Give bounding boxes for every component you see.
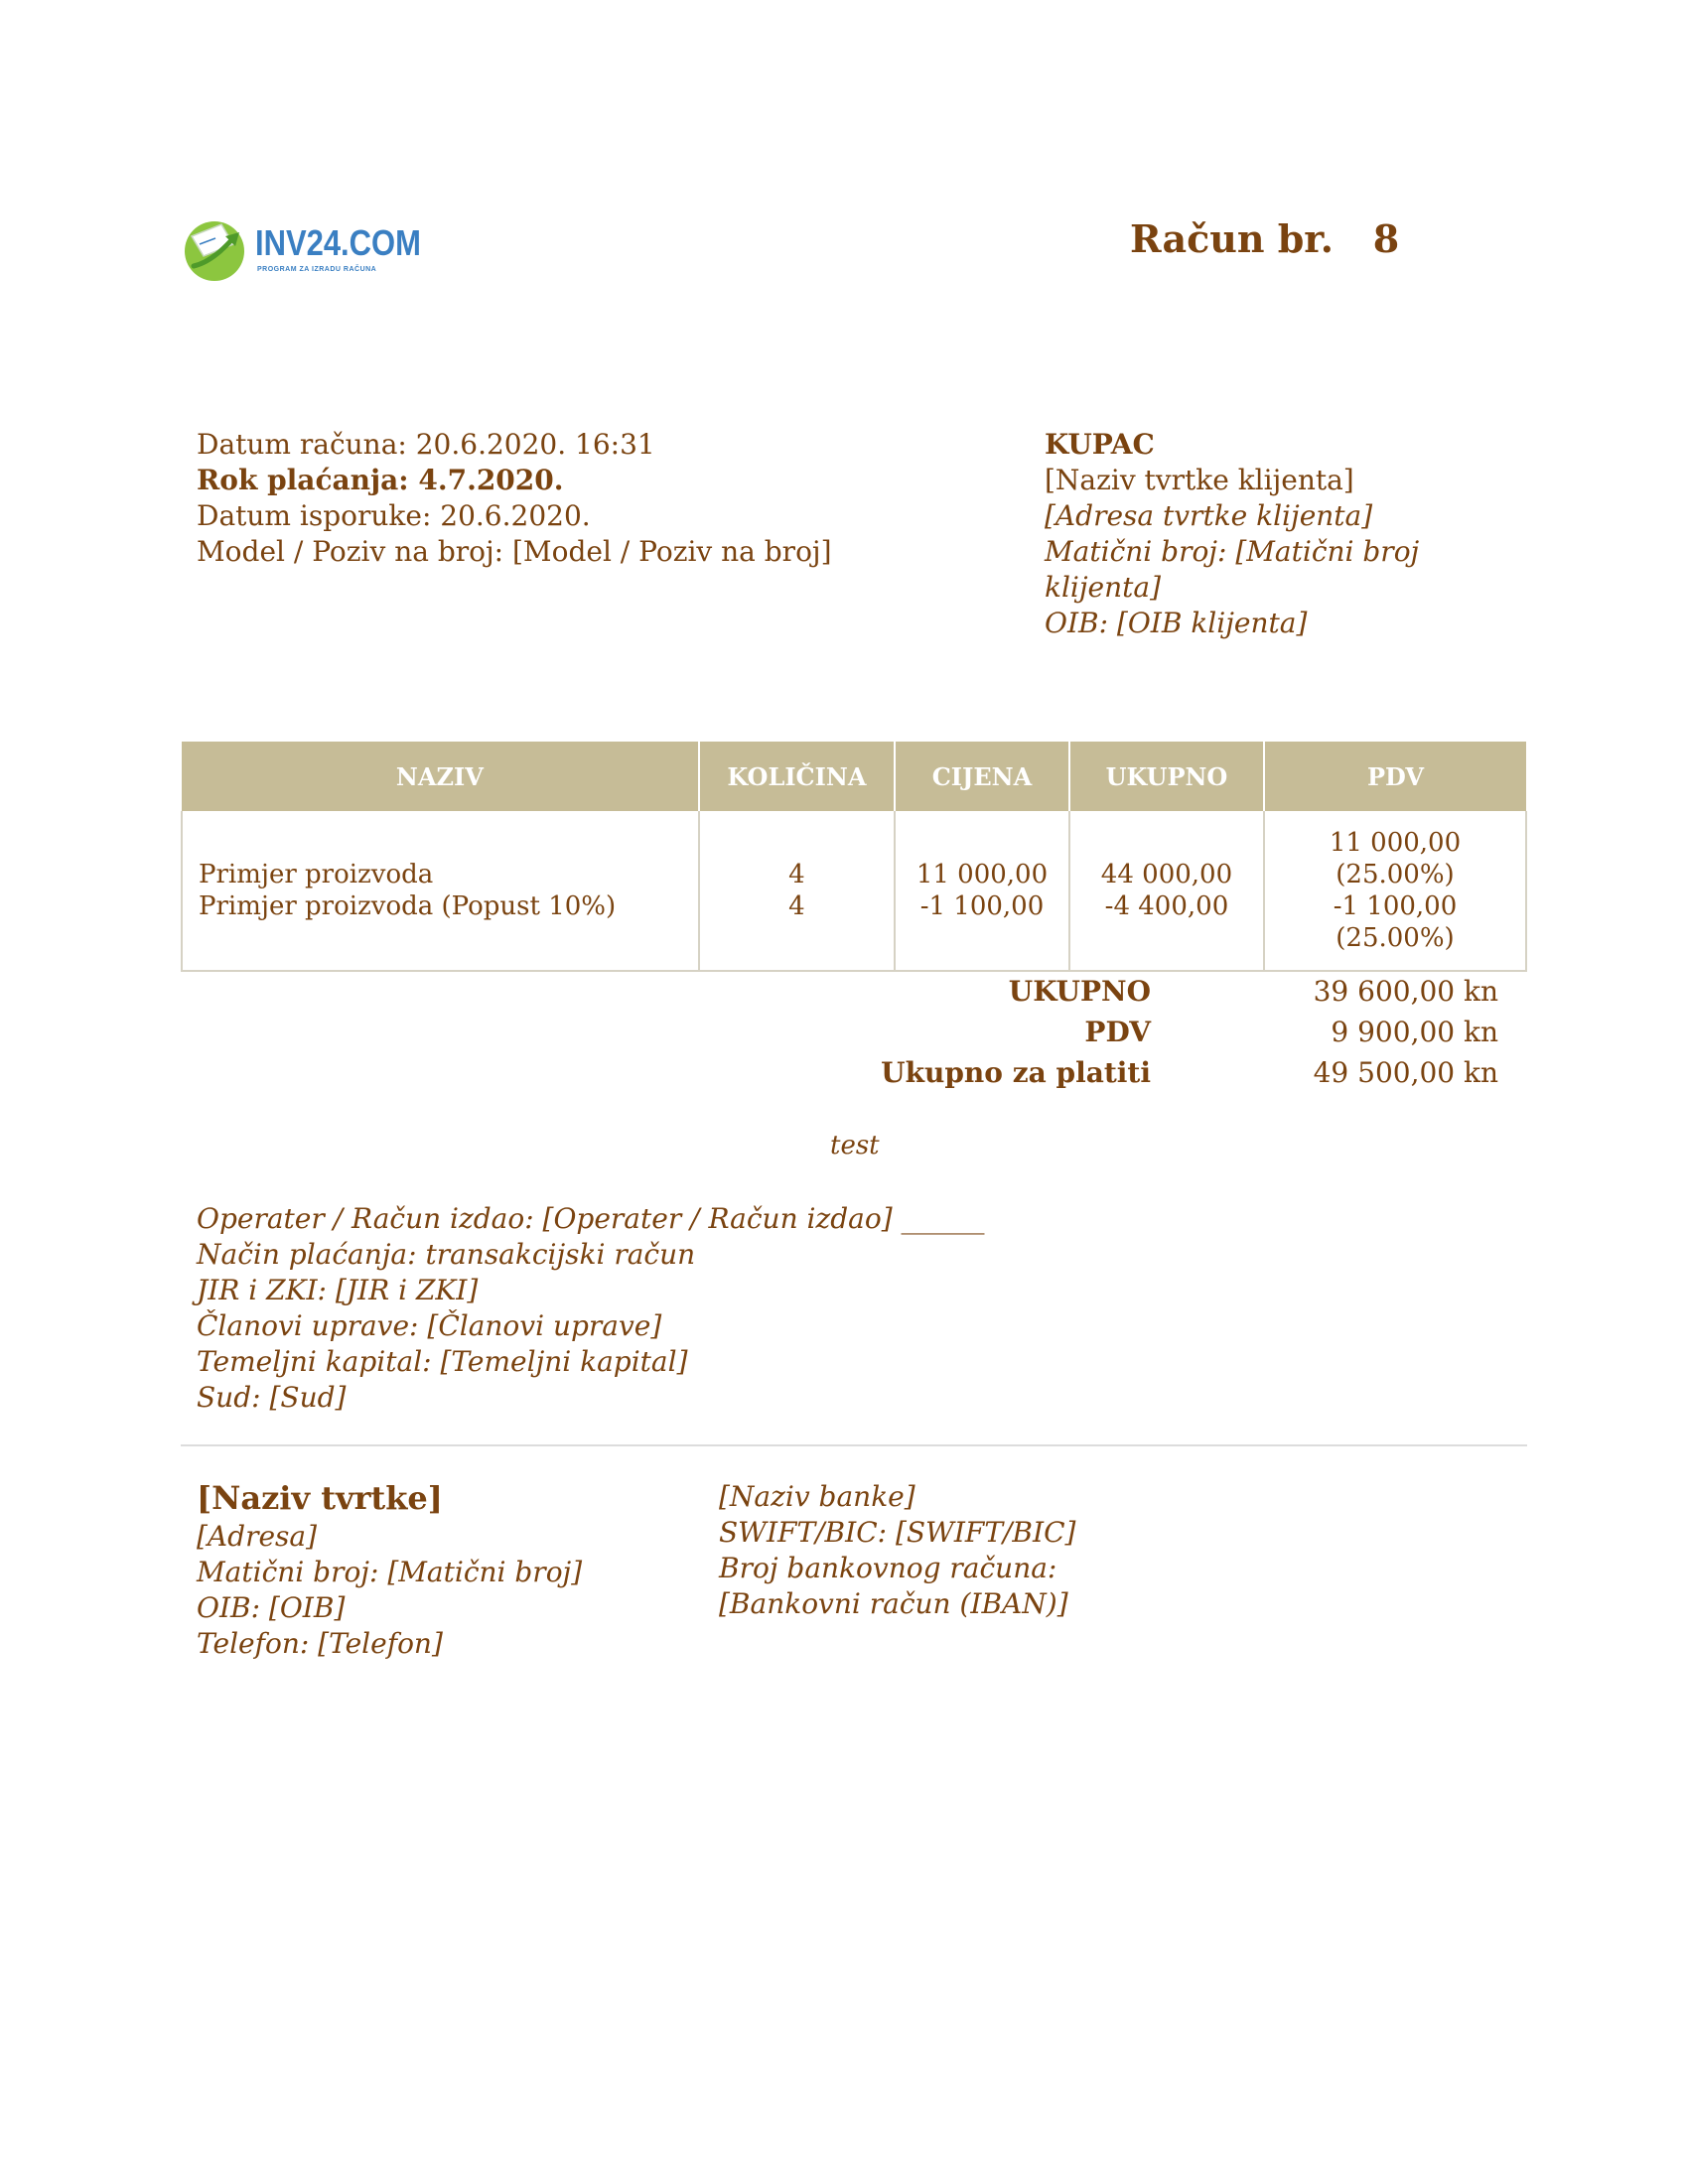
bank-swift: SWIFT/BIC: [SWIFT/BIC] [719, 1516, 1076, 1549]
footer-divider [181, 1444, 1527, 1446]
item-quantity: 4 [788, 860, 805, 889]
item-vat-rate: (25.00%) [1336, 860, 1455, 889]
subtotal-label: UKUPNO [1008, 975, 1151, 1008]
invoice-info [197, 427, 832, 570]
column-header-name: NAZIV [182, 742, 699, 811]
buyer-reg-number-cont: klijenta] [1045, 571, 1162, 604]
company-oib: OIB: [OIB] [197, 1591, 346, 1624]
company-address: [Adresa] [197, 1520, 318, 1553]
item-names-cell [182, 811, 699, 971]
column-header-price: CIJENA [895, 742, 1069, 811]
logo-emblem-icon [182, 214, 251, 284]
item-price: 11 000,00 [915, 860, 1049, 889]
column-header-vat: PDV [1264, 742, 1526, 811]
bank-account-label: Broj bankovnog računa: [719, 1552, 1057, 1584]
payment-due-date: Rok plaćanja: 4.7.2020. [197, 464, 564, 496]
item-name: Primjer proizvoda [199, 860, 434, 889]
items-table [181, 742, 1527, 972]
company-name: [Naziv tvrtke] [197, 1479, 443, 1517]
court-line: Sud: [Sud] [197, 1381, 347, 1414]
company-reg-number: Matični broj: [Matični broj] [197, 1556, 583, 1588]
invoice-note: test [830, 1131, 880, 1160]
grand-total-value: 49 500,00 kn [1313, 1056, 1498, 1089]
buyer-reg-number: Matični broj: [Matični broj [1045, 535, 1420, 568]
board-members-line: Članovi uprave: [Članovi uprave] [197, 1309, 662, 1342]
payment-method-line: Način plaćanja: transakcijski račun [197, 1238, 696, 1271]
subtotal-value: 39 600,00 kn [1313, 975, 1498, 1008]
logo-wordmark: INV24.COM [255, 222, 421, 263]
item-total: 44 000,00 [1100, 860, 1233, 889]
subtotal-row [894, 975, 1509, 1016]
jir-zki-line: JIR i ZKI: [JIR i ZKI] [197, 1274, 479, 1306]
fiscal-info [197, 1201, 985, 1416]
grand-total-label: Ukupno za platiti [881, 1056, 1151, 1089]
company-phone: Telefon: [Telefon] [197, 1627, 443, 1660]
column-header-quantity: KOLIČINA [699, 742, 895, 811]
vat-total-value: 9 900,00 kn [1331, 1016, 1498, 1048]
table-row [182, 811, 1526, 971]
item-prices-cell [895, 811, 1069, 971]
company-logo [182, 214, 421, 284]
totals-block [881, 975, 1509, 1097]
buyer-block [1045, 427, 1419, 641]
item-vat-amount: -1 100,00 [1333, 891, 1458, 921]
buyer-address: [Adresa tvrtke klijenta] [1045, 499, 1373, 532]
bank-iban: [Bankovni račun (IBAN)] [719, 1587, 1068, 1620]
column-header-total: UKUPNO [1069, 742, 1264, 811]
item-price: -1 100,00 [919, 891, 1045, 921]
vat-total-label: PDV [1084, 1016, 1151, 1048]
table-header-row [182, 742, 1526, 811]
item-vat-amount: 11 000,00 [1329, 828, 1462, 858]
delivery-date: Datum isporuke: 20.6.2020. [197, 499, 591, 532]
vat-total-row [894, 1016, 1509, 1056]
bank-block [719, 1479, 1075, 1622]
bank-name: [Naziv banke] [719, 1480, 915, 1513]
item-vat-cell [1264, 811, 1526, 971]
item-vat-rate: (25.00%) [1336, 923, 1455, 953]
buyer-heading: KUPAC [1045, 428, 1155, 461]
logo-tagline: PROGRAM ZA IZRADU RAČUNA [257, 266, 377, 273]
share-capital-line: Temeljni kapital: [Temeljni kapital] [197, 1345, 688, 1378]
item-total: -4 400,00 [1104, 891, 1229, 921]
invoice-title: Račun br. 8 [1130, 216, 1400, 261]
item-totals-cell [1069, 811, 1264, 971]
item-quantity: 4 [788, 891, 805, 921]
company-block [197, 1477, 582, 1662]
buyer-name: [Naziv tvrtke klijenta] [1045, 464, 1354, 496]
operator-line: Operater / Račun izdao: [Operater / Račun izdao] ______ [197, 1202, 985, 1235]
item-name: Primjer proizvoda (Popust 10%) [199, 891, 617, 921]
invoice-date: Datum računa: 20.6.2020. 16:31 [197, 428, 655, 461]
grand-total-row [881, 1056, 1509, 1097]
item-quantities-cell [699, 811, 895, 971]
buyer-oib: OIB: [OIB klijenta] [1045, 607, 1308, 639]
payment-model: Model / Poziv na broj: [Model / Poziv na broj] [197, 535, 832, 568]
